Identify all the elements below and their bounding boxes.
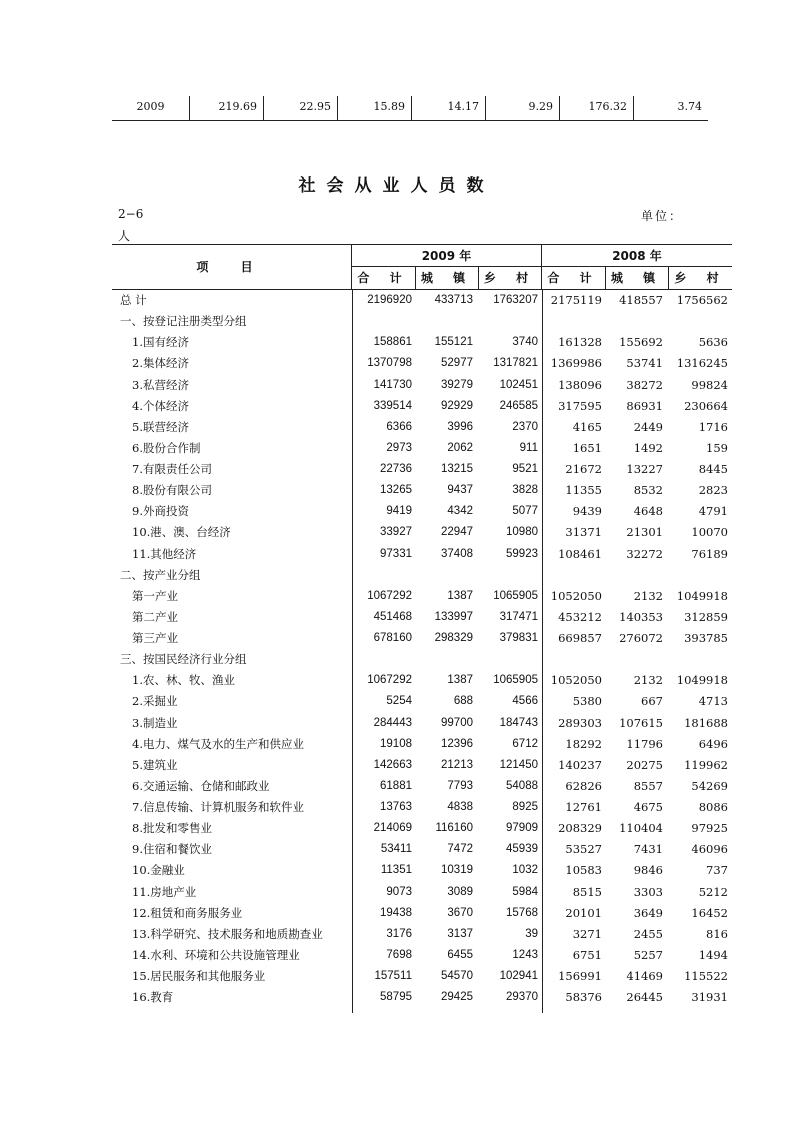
row-value: 678160 <box>373 632 412 644</box>
row-value: 230664 <box>684 398 728 413</box>
row-label: 7.有限责任公司 <box>132 462 212 476</box>
row-value: 1369986 <box>550 356 602 371</box>
row-value: 21213 <box>441 758 473 771</box>
row-value: 816 <box>706 926 728 941</box>
row-label: 第一产业 <box>132 588 178 603</box>
row-label: 5.建筑业 <box>132 757 178 772</box>
row-value: 20275 <box>626 757 663 772</box>
row-value: 31371 <box>565 525 602 540</box>
row-value: 3996 <box>447 420 473 433</box>
row-value: 5380 <box>572 694 602 709</box>
row-value: 11796 <box>626 736 663 751</box>
row-value: 3271 <box>572 926 602 941</box>
table-body <box>112 290 732 1013</box>
table-row <box>112 480 732 501</box>
row-value: 5257 <box>633 947 663 962</box>
prev-cell: 176.32 <box>560 96 634 120</box>
row-value: 4566 <box>512 695 538 708</box>
table-row <box>112 586 732 607</box>
row-value: 10980 <box>506 526 538 539</box>
row-value: 393785 <box>684 631 728 645</box>
row-value: 1032 <box>512 864 538 877</box>
table-row <box>112 903 732 924</box>
row-label: 3.私营经济 <box>132 377 189 392</box>
table-row <box>112 945 732 966</box>
row-value: 54269 <box>691 778 728 793</box>
row-value: 21672 <box>565 462 602 476</box>
row-value: 97909 <box>506 822 538 835</box>
prev-cell: 14.17 <box>412 96 486 120</box>
row-label: 三、按国民经济行业分组 <box>120 652 247 667</box>
row-value: 2132 <box>633 673 663 688</box>
page-title: 社会从业人员数 <box>298 176 495 196</box>
row-value: 4791 <box>698 504 728 519</box>
table-row <box>112 628 732 649</box>
row-value: 1387 <box>447 589 473 602</box>
table-row <box>112 375 732 396</box>
row-value: 58795 <box>380 991 412 1004</box>
row-label: 3.制造业 <box>132 715 178 730</box>
row-value: 53741 <box>626 356 663 371</box>
row-label: 5.联营经济 <box>132 419 189 434</box>
table-row <box>112 501 732 522</box>
row-value: 52977 <box>441 357 473 370</box>
row-label: 8.批发和零售业 <box>132 821 212 836</box>
row-value: 1492 <box>633 440 663 455</box>
row-value: 433713 <box>434 294 473 306</box>
row-value: 19438 <box>380 906 412 919</box>
row-label: 15.居民服务和其他服务业 <box>132 969 266 983</box>
row-value: 115522 <box>684 969 728 983</box>
row-value: 155692 <box>619 335 663 350</box>
row-value: 5254 <box>386 695 412 708</box>
row-label: 2.集体经济 <box>132 356 189 371</box>
row-label: 12.租赁和商务服务业 <box>132 905 243 920</box>
column-divider <box>352 290 353 1013</box>
row-value: 379831 <box>499 632 538 644</box>
row-value: 1067292 <box>367 674 412 687</box>
row-value: 13265 <box>380 484 412 497</box>
row-value: 37408 <box>441 547 473 560</box>
row-label: 11.其他经济 <box>132 546 197 561</box>
row-value: 13215 <box>441 463 473 475</box>
row-value: 3649 <box>633 905 663 920</box>
row-value: 7698 <box>386 948 412 961</box>
table-row <box>112 755 732 776</box>
row-value: 1716 <box>698 419 728 434</box>
row-value: 10319 <box>441 864 473 877</box>
row-value: 54088 <box>506 779 538 792</box>
prev-cell: 22.95 <box>264 96 338 120</box>
row-value: 1052050 <box>550 588 602 603</box>
row-value: 133997 <box>434 610 473 623</box>
row-value: 39 <box>525 927 538 940</box>
row-value: 289303 <box>558 715 602 730</box>
row-value: 45939 <box>506 843 538 856</box>
row-label: 6.股份合作制 <box>132 440 201 455</box>
table-row <box>112 396 732 417</box>
table-row <box>112 924 732 945</box>
row-value: 76189 <box>691 546 728 561</box>
row-value: 317471 <box>499 610 538 623</box>
row-label: 14.水利、环境和公共设施管理业 <box>132 947 300 962</box>
row-value: 142663 <box>373 758 412 771</box>
table-row <box>112 649 732 670</box>
prev-cell: 15.89 <box>338 96 412 120</box>
row-value: 159 <box>706 440 728 455</box>
unit-label: 单位： <box>641 209 684 223</box>
header-urban-2008: 城 镇 <box>606 267 669 289</box>
row-value: 140237 <box>558 757 602 772</box>
row-value: 208329 <box>558 821 602 836</box>
row-value: 38272 <box>626 377 663 392</box>
row-value: 9073 <box>386 885 412 898</box>
previous-table-row <box>112 96 708 121</box>
table-row <box>112 670 732 691</box>
row-value: 8086 <box>698 800 728 814</box>
row-label: 第三产业 <box>132 631 178 645</box>
row-value: 911 <box>519 441 538 454</box>
row-value: 86931 <box>626 398 663 413</box>
row-value: 22736 <box>380 463 412 475</box>
row-value: 7431 <box>633 842 663 857</box>
row-label: 4.个体经济 <box>132 398 189 413</box>
table-row <box>112 691 732 712</box>
row-value: 418557 <box>619 293 663 307</box>
row-label: 7.信息传输、计算机服务和软件业 <box>132 800 304 814</box>
row-value: 2175119 <box>550 293 602 307</box>
row-value: 339514 <box>373 399 412 412</box>
row-label: 6.交通运输、仓储和邮政业 <box>132 778 270 793</box>
row-label: 1.农、林、牧、渔业 <box>132 673 235 688</box>
unit-value: 人 <box>118 229 131 243</box>
row-value: 97331 <box>380 547 412 560</box>
row-value: 3303 <box>633 884 663 899</box>
row-value: 8445 <box>698 462 728 476</box>
table-row <box>112 332 732 353</box>
row-value: 6496 <box>698 736 728 751</box>
row-value: 298329 <box>434 632 473 644</box>
table-header <box>112 244 732 290</box>
row-label: 2.采掘业 <box>132 694 178 709</box>
header-rural-2009: 乡 村 <box>479 267 542 289</box>
row-value: 31931 <box>691 990 728 1005</box>
table-row <box>112 987 732 1008</box>
table-row <box>112 417 732 438</box>
row-value: 214069 <box>373 822 412 835</box>
table-row <box>112 607 732 628</box>
row-value: 1052050 <box>550 673 602 688</box>
row-value: 2062 <box>447 441 473 454</box>
table-row <box>112 713 732 734</box>
header-total-2008: 合 计 <box>542 267 606 289</box>
header-urban-2009: 城 镇 <box>416 267 479 289</box>
row-value: 4342 <box>447 505 473 518</box>
row-value: 9419 <box>386 505 412 518</box>
row-value: 102451 <box>499 378 538 391</box>
row-value: 1067292 <box>367 589 412 602</box>
prev-cell-year: 2009 <box>112 96 190 120</box>
row-value: 4838 <box>447 801 473 813</box>
row-value: 13763 <box>380 801 412 813</box>
row-label: 16.教育 <box>132 990 174 1005</box>
row-value: 39279 <box>441 378 473 391</box>
row-label: 10.金融业 <box>132 863 185 878</box>
row-label: 总 计 <box>120 293 147 307</box>
row-value: 54570 <box>441 970 473 982</box>
row-value: 3670 <box>447 906 473 919</box>
prev-cell: 9.29 <box>486 96 560 120</box>
row-value: 41469 <box>626 969 663 983</box>
row-value: 97925 <box>691 821 728 836</box>
row-value: 6712 <box>512 737 538 750</box>
row-value: 92929 <box>441 399 473 412</box>
row-label: 4.电力、煤气及水的生产和供应业 <box>132 736 304 751</box>
header-total-2009: 合 计 <box>352 267 416 289</box>
row-value: 667 <box>641 694 663 709</box>
row-value: 5077 <box>512 505 538 518</box>
row-value: 119962 <box>684 757 728 772</box>
row-value: 53411 <box>380 843 412 856</box>
column-divider <box>542 290 543 1013</box>
row-value: 156991 <box>558 969 602 983</box>
table-row <box>112 459 732 480</box>
row-value: 276072 <box>619 631 663 645</box>
row-value: 3137 <box>447 927 473 940</box>
row-value: 141730 <box>373 378 412 391</box>
row-value: 9437 <box>447 484 473 497</box>
table-row <box>112 839 732 860</box>
row-value: 669857 <box>558 631 602 645</box>
row-value: 1065905 <box>493 589 538 602</box>
row-value: 312859 <box>684 609 728 624</box>
table-row <box>112 290 732 311</box>
row-value: 453212 <box>558 609 602 624</box>
row-value: 2973 <box>386 441 412 454</box>
table-row <box>112 860 732 881</box>
header-rural-2008: 乡 村 <box>674 271 727 285</box>
row-value: 317595 <box>558 398 602 413</box>
row-value: 2132 <box>633 588 663 603</box>
row-value: 9439 <box>572 504 602 519</box>
row-label: 9.住宿和餐饮业 <box>132 842 212 857</box>
row-label: 9.外商投资 <box>132 504 189 519</box>
table-row <box>112 776 732 797</box>
row-value: 2823 <box>698 483 728 498</box>
row-value: 26445 <box>626 990 663 1005</box>
row-value: 107615 <box>619 715 663 730</box>
row-value: 16452 <box>691 905 728 920</box>
row-value: 62826 <box>565 778 602 793</box>
row-value: 6455 <box>447 948 473 961</box>
row-value: 4713 <box>698 694 728 709</box>
row-value: 1763207 <box>493 294 538 306</box>
row-value: 7793 <box>447 779 473 792</box>
row-value: 451468 <box>373 610 412 623</box>
row-value: 12761 <box>565 800 602 814</box>
row-value: 1317821 <box>493 357 538 370</box>
row-value: 32272 <box>626 546 663 561</box>
row-value: 9521 <box>512 463 538 475</box>
row-value: 12396 <box>441 737 473 750</box>
row-value: 246585 <box>499 399 538 412</box>
row-value: 2455 <box>633 926 663 941</box>
row-label: 13.科学研究、技术服务和地质勘查业 <box>132 926 323 941</box>
header-item: 项 目 <box>112 245 352 289</box>
row-value: 8925 <box>512 801 538 813</box>
row-value: 5984 <box>512 885 538 898</box>
row-value: 10583 <box>565 863 602 878</box>
row-value: 5212 <box>698 884 728 899</box>
header-year-2009: 2009 年 <box>352 245 542 267</box>
row-value: 158861 <box>373 336 412 349</box>
prev-cell: 219.69 <box>190 96 264 120</box>
row-value: 29370 <box>506 991 538 1004</box>
row-value: 3176 <box>386 927 412 940</box>
row-value: 15768 <box>506 906 538 919</box>
row-value: 1756562 <box>676 293 728 307</box>
row-value: 4675 <box>633 800 663 814</box>
table-code: 2−6 <box>118 207 144 221</box>
row-value: 1316245 <box>676 356 728 371</box>
row-value: 1049918 <box>676 673 728 688</box>
row-value: 2449 <box>633 419 663 434</box>
table-row <box>112 797 732 818</box>
row-value: 7472 <box>447 843 473 856</box>
row-value: 157511 <box>374 970 412 982</box>
row-value: 737 <box>706 863 728 878</box>
table-row <box>112 353 732 374</box>
row-value: 138096 <box>558 377 602 392</box>
row-value: 1049918 <box>676 588 728 603</box>
row-value: 1651 <box>572 440 602 455</box>
table-row <box>112 966 732 987</box>
row-value: 181688 <box>684 715 728 730</box>
row-value: 2196920 <box>367 294 412 306</box>
row-value: 4165 <box>572 419 602 434</box>
row-value: 184743 <box>499 716 538 729</box>
row-value: 61881 <box>380 779 412 792</box>
row-value: 1370798 <box>367 357 412 370</box>
row-value: 8515 <box>572 884 602 899</box>
row-value: 21301 <box>626 525 663 540</box>
row-value: 102941 <box>499 970 538 982</box>
row-value: 3089 <box>447 885 473 898</box>
row-label: 二、按产业分组 <box>120 567 201 582</box>
employment-table <box>112 244 732 1013</box>
row-value: 4648 <box>633 504 663 519</box>
table-row <box>112 311 732 332</box>
row-value: 22947 <box>441 526 473 539</box>
row-label: 一、按登记注册类型分组 <box>120 314 247 329</box>
row-value: 13227 <box>626 462 663 476</box>
header-year-2008: 2008 年 <box>542 245 732 267</box>
row-value: 11355 <box>565 483 602 498</box>
row-value: 116160 <box>435 822 473 835</box>
row-label: 10.港、澳、台经济 <box>132 525 231 540</box>
row-value: 110404 <box>619 821 663 836</box>
row-value: 1065905 <box>493 674 538 687</box>
table-row <box>112 818 732 839</box>
row-value: 121450 <box>499 758 538 771</box>
row-label: 1.国有经济 <box>132 335 189 350</box>
table-row <box>112 544 732 565</box>
row-value: 10070 <box>691 525 728 540</box>
row-value: 8557 <box>633 778 663 793</box>
row-value: 8532 <box>633 483 663 498</box>
row-value: 6751 <box>572 947 602 962</box>
row-value: 18292 <box>565 736 602 751</box>
row-value: 1243 <box>512 948 538 961</box>
row-value: 33927 <box>380 526 412 539</box>
table-row <box>112 882 732 903</box>
row-value: 59923 <box>506 547 538 560</box>
row-value: 140353 <box>619 609 663 624</box>
row-value: 29425 <box>441 991 473 1004</box>
row-value: 3828 <box>512 484 538 497</box>
table-row <box>112 734 732 755</box>
row-value: 99700 <box>441 716 473 729</box>
row-value: 155121 <box>434 336 473 349</box>
row-label: 11.房地产业 <box>132 884 197 899</box>
row-value: 46096 <box>691 842 728 857</box>
row-value: 99824 <box>691 377 728 392</box>
table-row <box>112 522 732 543</box>
table-row <box>112 565 732 586</box>
row-value: 6366 <box>386 420 412 433</box>
row-value: 108461 <box>558 546 602 561</box>
row-value: 3740 <box>512 336 538 349</box>
row-value: 161328 <box>558 335 602 350</box>
row-value: 5636 <box>698 335 728 350</box>
row-value: 1387 <box>447 674 473 687</box>
row-value: 284443 <box>373 716 412 729</box>
row-value: 688 <box>453 695 473 708</box>
prev-cell: 3.74 <box>677 100 702 113</box>
row-value: 11351 <box>380 864 412 877</box>
row-value: 53527 <box>565 842 602 857</box>
row-value: 2370 <box>512 420 538 433</box>
row-value: 58376 <box>565 990 602 1005</box>
table-row <box>112 438 732 459</box>
row-label: 8.股份有限公司 <box>132 483 212 498</box>
row-value: 9846 <box>633 863 663 878</box>
row-value: 19108 <box>380 737 412 750</box>
row-value: 1494 <box>698 947 728 962</box>
row-value: 20101 <box>565 905 602 920</box>
row-label: 第二产业 <box>132 609 178 624</box>
